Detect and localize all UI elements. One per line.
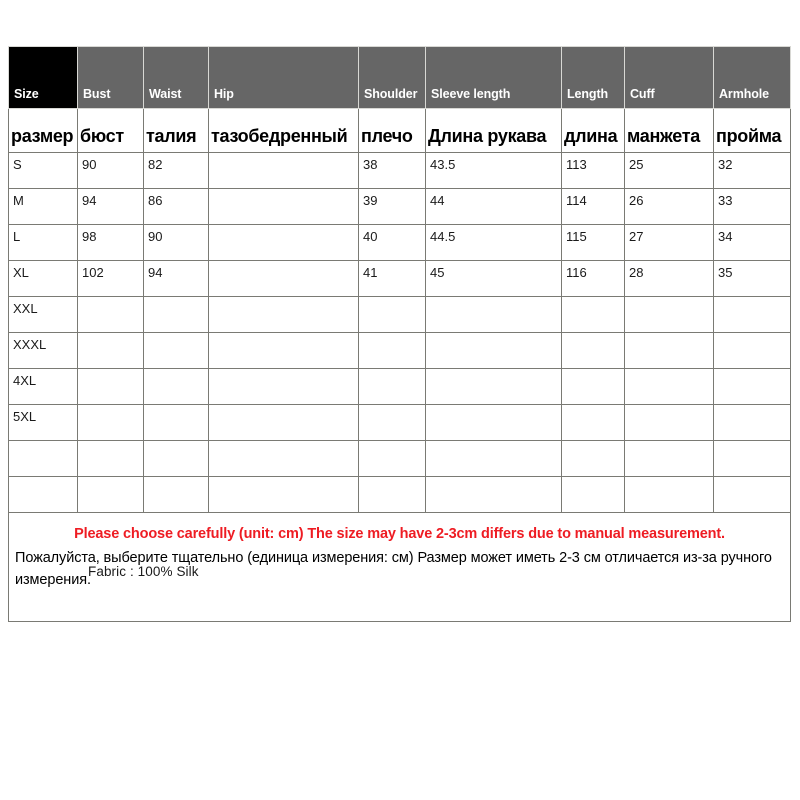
column-header-size-label: Size: [14, 87, 39, 101]
column-header-shoulder-ru: [359, 109, 426, 153]
cell-armhole: [714, 225, 791, 261]
cell-armhole: [714, 189, 791, 225]
cell-waist: [144, 297, 209, 333]
cell-cuff: [625, 405, 714, 441]
table-header-row-russian: [9, 109, 791, 153]
cell-waist: [144, 153, 209, 189]
measurement-disclaimer-russian: Пожалуйста, выберите тщательно (единица измерения: см) Размер может иметь 2-3 см отличается из-за ручного измерения.: [15, 549, 772, 589]
cell-sleeve-length: [426, 477, 562, 513]
column-header-sleeve-length-label: Sleeve length: [431, 87, 511, 101]
cell-value: 86: [148, 193, 163, 208]
cell-value: 116: [566, 265, 587, 280]
cell-cuff: [625, 225, 714, 261]
cell-cuff: [625, 333, 714, 369]
cell-armhole: [714, 369, 791, 405]
column-header-sleeve-length: [426, 47, 562, 109]
cell-cuff: [625, 369, 714, 405]
cell-armhole: [714, 333, 791, 369]
cell-cuff: [625, 153, 714, 189]
cell-value: L: [13, 229, 21, 244]
cell-cuff: [625, 477, 714, 513]
cell-value: 94: [148, 265, 163, 280]
column-header-length: [562, 47, 625, 109]
cell-value: 27: [629, 229, 644, 244]
cell-value: 40: [363, 229, 378, 244]
cell-armhole: [714, 261, 791, 297]
cell-value: 35: [718, 265, 733, 280]
cell-waist: [144, 405, 209, 441]
cell-length: [562, 297, 625, 333]
column-header-shoulder-ru-label: плечо: [361, 126, 413, 146]
cell-shoulder: [359, 225, 426, 261]
cell-armhole: [714, 297, 791, 333]
cell-length: [562, 225, 625, 261]
cell-size: [9, 405, 78, 441]
cell-value: 4XL: [13, 373, 37, 388]
cell-value: XL: [13, 265, 29, 280]
column-header-length-label: Length: [567, 87, 609, 101]
cell-hip: [209, 225, 359, 261]
cell-length: [562, 477, 625, 513]
cell-value: M: [13, 193, 24, 208]
cell-bust: [78, 369, 144, 405]
measurement-disclaimer-english: Please choose carefully (unit: cm) The size may have 2-3cm differs due to manual measurement.: [74, 526, 725, 542]
cell-length: [562, 333, 625, 369]
cell-value: 26: [629, 193, 644, 208]
cell-value: 28: [629, 265, 644, 280]
cell-armhole: [714, 153, 791, 189]
table-row: [9, 153, 791, 189]
cell-bust: [78, 153, 144, 189]
column-header-armhole-label: Armhole: [719, 87, 770, 101]
cell-cuff: [625, 189, 714, 225]
cell-value: 114: [566, 193, 587, 208]
cell-value: 38: [363, 157, 378, 172]
cell-waist: [144, 333, 209, 369]
cell-armhole: [714, 441, 791, 477]
cell-sleeve-length: [426, 333, 562, 369]
column-header-sleeve-length-ru-label: Длина рукава: [428, 126, 547, 146]
cell-waist: [144, 477, 209, 513]
cell-value: 44: [430, 193, 445, 208]
cell-length: [562, 261, 625, 297]
cell-value: 25: [629, 157, 644, 172]
table-row: [9, 369, 791, 405]
cell-bust: [78, 405, 144, 441]
column-header-length-ru-label: длина: [564, 126, 618, 146]
cell-hip: [209, 477, 359, 513]
table-row: [9, 333, 791, 369]
table-row: [9, 405, 791, 441]
cell-sleeve-length: [426, 297, 562, 333]
column-header-armhole-ru-label: пройма: [716, 126, 782, 146]
cell-shoulder: [359, 369, 426, 405]
cell-bust: [78, 441, 144, 477]
cell-value: 90: [148, 229, 163, 244]
column-header-waist-ru-label: талия: [146, 126, 197, 146]
column-header-shoulder-label: Shoulder: [364, 87, 418, 101]
cell-bust: [78, 225, 144, 261]
column-header-sleeve-length-ru: [426, 109, 562, 153]
column-header-waist: [144, 47, 209, 109]
table-row: [9, 261, 791, 297]
cell-shoulder: [359, 261, 426, 297]
cell-shoulder: [359, 297, 426, 333]
column-header-hip-ru: [209, 109, 359, 153]
cell-bust: [78, 189, 144, 225]
cell-size: [9, 477, 78, 513]
cell-sleeve-length: [426, 369, 562, 405]
cell-value: 43.5: [430, 157, 456, 172]
cell-bust: [78, 297, 144, 333]
cell-shoulder: [359, 333, 426, 369]
column-header-armhole-ru: [714, 109, 791, 153]
table-row: [9, 441, 791, 477]
cell-value: 102: [82, 265, 104, 280]
cell-bust: [78, 261, 144, 297]
column-header-bust: [78, 47, 144, 109]
column-header-cuff-ru: [625, 109, 714, 153]
fabric-composition-label: Fabric : 100% Silk: [88, 564, 199, 579]
cell-shoulder: [359, 477, 426, 513]
cell-value: 41: [363, 265, 378, 280]
cell-sleeve-length: [426, 405, 562, 441]
cell-length: [562, 153, 625, 189]
cell-bust: [78, 333, 144, 369]
cell-hip: [209, 189, 359, 225]
cell-size: [9, 225, 78, 261]
cell-hip: [209, 405, 359, 441]
column-header-hip-label: Hip: [214, 87, 234, 101]
cell-waist: [144, 369, 209, 405]
cell-cuff: [625, 261, 714, 297]
table-header-row-english: [9, 47, 791, 109]
cell-sleeve-length: [426, 261, 562, 297]
cell-value: 82: [148, 157, 163, 172]
cell-value: 5XL: [13, 409, 37, 424]
cell-armhole: [714, 405, 791, 441]
table-row: [9, 189, 791, 225]
cell-length: [562, 405, 625, 441]
table-row: [9, 477, 791, 513]
cell-sleeve-length: [426, 441, 562, 477]
cell-waist: [144, 189, 209, 225]
cell-value: 32: [718, 157, 733, 172]
cell-hip: [209, 333, 359, 369]
cell-shoulder: [359, 441, 426, 477]
cell-value: 33: [718, 193, 733, 208]
cell-size: [9, 441, 78, 477]
cell-sleeve-length: [426, 225, 562, 261]
column-header-bust-ru-label: бюст: [80, 126, 124, 146]
cell-value: XXL: [13, 301, 38, 316]
cell-value: 94: [82, 193, 97, 208]
column-header-cuff-ru-label: манжета: [627, 126, 700, 146]
cell-armhole: [714, 477, 791, 513]
cell-value: S: [13, 157, 22, 172]
column-header-length-ru: [562, 109, 625, 153]
cell-shoulder: [359, 189, 426, 225]
column-header-shoulder: [359, 47, 426, 109]
column-header-cuff: [625, 47, 714, 109]
cell-bust: [78, 477, 144, 513]
cell-hip: [209, 297, 359, 333]
cell-size: [9, 189, 78, 225]
cell-length: [562, 441, 625, 477]
cell-waist: [144, 225, 209, 261]
cell-hip: [209, 261, 359, 297]
cell-size: [9, 369, 78, 405]
column-header-size-ru: [9, 109, 78, 153]
cell-value: XXXL: [13, 337, 47, 352]
column-header-size: [9, 47, 78, 109]
cell-sleeve-length: [426, 189, 562, 225]
cell-value: 98: [82, 229, 97, 244]
column-header-waist-label: Waist: [149, 87, 182, 101]
table-row: [9, 225, 791, 261]
column-header-hip-ru-label: тазобедренный: [211, 126, 348, 146]
cell-length: [562, 369, 625, 405]
cell-value: 90: [82, 157, 97, 172]
cell-size: [9, 333, 78, 369]
cell-sleeve-length: [426, 153, 562, 189]
column-header-size-ru-label: размер: [11, 126, 74, 146]
cell-waist: [144, 261, 209, 297]
cell-value: 44.5: [430, 229, 456, 244]
cell-waist: [144, 441, 209, 477]
column-header-hip: [209, 47, 359, 109]
column-header-waist-ru: [144, 109, 209, 153]
column-header-bust-label: Bust: [83, 87, 111, 101]
column-header-cuff-label: Cuff: [630, 87, 655, 101]
cell-shoulder: [359, 153, 426, 189]
size-chart-table: [8, 46, 791, 622]
cell-value: 45: [430, 265, 445, 280]
cell-size: [9, 153, 78, 189]
cell-length: [562, 189, 625, 225]
cell-value: 39: [363, 193, 378, 208]
cell-value: 113: [566, 157, 587, 172]
cell-cuff: [625, 297, 714, 333]
cell-hip: [209, 153, 359, 189]
cell-hip: [209, 369, 359, 405]
table-row: [9, 297, 791, 333]
cell-value: 34: [718, 229, 733, 244]
cell-value: 115: [566, 229, 587, 244]
cell-size: [9, 261, 78, 297]
cell-hip: [209, 441, 359, 477]
column-header-bust-ru: [78, 109, 144, 153]
cell-shoulder: [359, 405, 426, 441]
cell-cuff: [625, 441, 714, 477]
cell-size: [9, 297, 78, 333]
column-header-armhole: [714, 47, 791, 109]
